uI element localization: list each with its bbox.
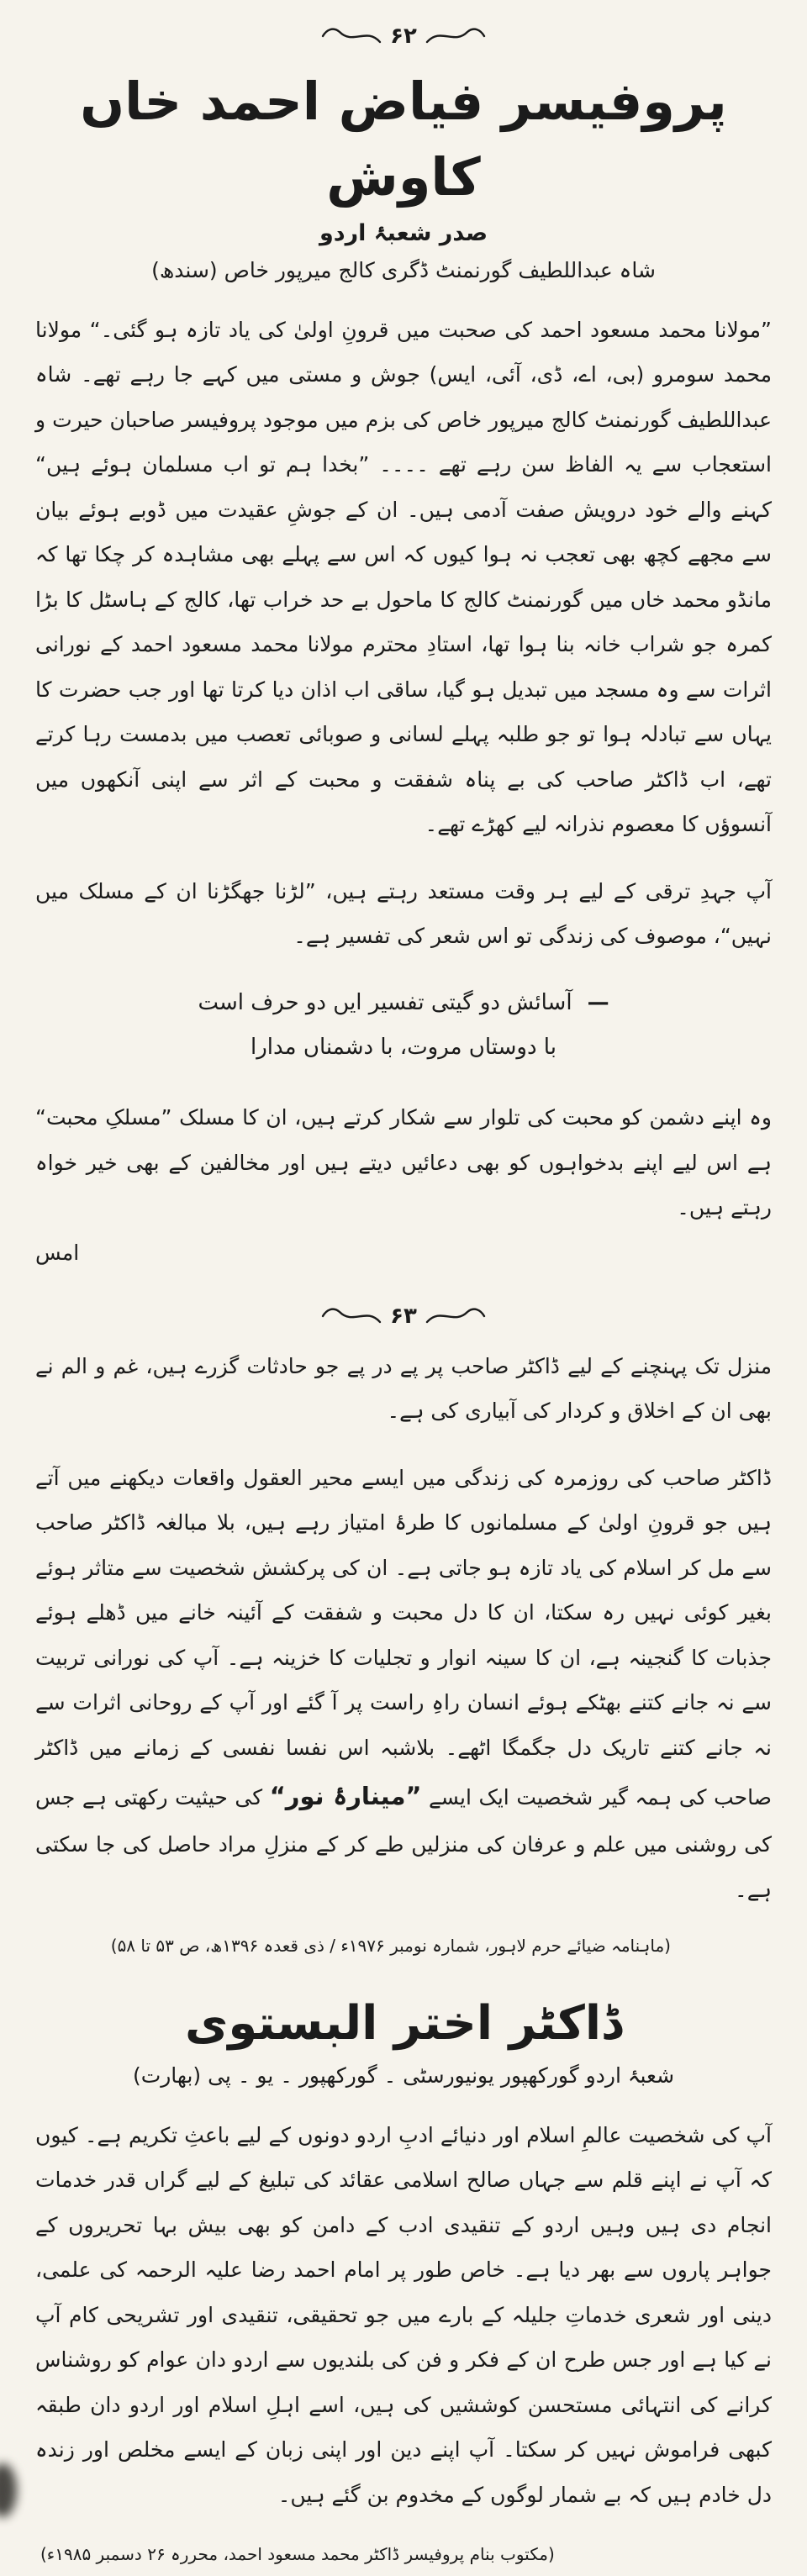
- ornament-flourish-left: [321, 25, 382, 47]
- page-number: ۶۲: [390, 24, 417, 49]
- scan-smudge: [0, 2463, 17, 2517]
- catchword: امس: [35, 1240, 80, 1265]
- ornament-flourish-left: [321, 1305, 382, 1327]
- article-title-kawish: پروفیسر فیاض احمد خاں کاوش: [80, 71, 727, 208]
- verse-line-text: آسائش دو گیتی تفسیر ایں دو حرف است: [198, 989, 572, 1015]
- ornament-flourish-right: [425, 1305, 486, 1327]
- paragraph-text-before: ڈاکٹر صاحب کی روزمرہ کی زندگی میں ایسے محیر العقول واقعات دیکھنے میں آتے ہیں جو قرونِ اولیٰ کے مسلمانوں کا طرۂ امتیاز رہے ہیں، بلا مبالغہ ڈاکٹر صاحب سے مل کر اسلام کی یاد تازہ ہو جاتی ہے۔ ان کی پرکشش شخصیت سے متاثر ہوئے بغیر کوئی نہیں رہ سکتا، ان کا دل محبت و شفقت کے آئینہ خانے میں ڈھلے ہوئے جذبات کا گنجینہ ہے، ان کا سینہ انوار و تجلیات کا خزینہ ہے۔ آپ کی نورانی تربیت سے نہ جانے کتنے بھٹکے ہوئے انسان راہِ راست پر آ گئے اور آپ کے روحانی اثرات سے نہ جانے کتنے تاریک دل جگمگا اٹھے۔ بلاشبہ اس نفسا نفسی کے زمانے میں ڈاکٹر صاحب کی ہمہ گیر شخصیت ایک ایسے: [35, 1465, 772, 1810]
- citation-magazine: (ماہنامہ ضیائے حرم لاہور، شمارہ نومبر ۱۹۷۶ء / ذی قعدہ ۱۳۹۶ھ، ص ۵۳ تا ۵۸): [110, 1936, 671, 1957]
- paragraph-text-after: کی حیثیت رکھتی ہے جس کی روشنی میں علم و عرفان کی منزلیں طے کر کے منزلِ مراد حاصل کی جا سکتی ہے۔: [35, 1785, 772, 1902]
- citation-letter: (مکتوب بنام پروفیسر ڈاکٹر محمد مسعود احمد، محررہ ۲۶ دسمبر ۱۹۸۵ء): [40, 2544, 555, 2565]
- article-affiliation: شعبۂ اردو گورکھپور یونیورسٹی ۔ گورکھپور ۔ یو ۔ پی (بھارت): [132, 2062, 675, 2088]
- body-paragraph: آپ کی شخصیت عالمِ اسلام اور دنیائے ادبِ اردو دونوں کے لیے باعثِ تکریم ہے۔ کیوں کہ آپ نے اپنے قلم سے جہاں صالح اسلامی عقائد کی تبلیغ کے لیے گراں قدر خدمات انجام دی ہیں وہیں اردو کے تنقیدی ادب کے دامن کو بھی بیش بہا تحریروں کے جواہر پاروں سے بھر دیا ہے۔ خاص طور پر امام احمد رضا علیہ الرحمہ کی علمی، دینی اور شعری خدماتِ جلیلہ کے بارے میں جو تحقیقی، تنقیدی اور تشریحی کام آپ نے کیا ہے اور جس طرح ان کے فکر و فن کی بلندیوں سے اردو دان عوام کو روشناس کرانے کی انتہائی مستحسن کوششیں کی ہیں، اسے اہلِ اسلام اور اردو دان طبقہ کبھی فراموش نہیں کر سکتا۔ آپ اپنے دین اور اپنی زبان کے ایسے مخلص اور زندہ دل خادم ہیں کہ بے شمار لوگوں کے مخدوم بن گئے ہیں۔: [35, 2122, 772, 2507]
- page-number: ۶۳: [390, 1303, 417, 1329]
- ornament-flourish-right: [425, 25, 486, 47]
- verse-mark: —: [587, 989, 609, 1015]
- article-subtitle: صدر شعبۂ اردو: [319, 219, 488, 246]
- body-paragraph: [35, 1456, 772, 1913]
- body-paragraph: ”مولانا محمد مسعود احمد کی صحبت میں قرونِ اولیٰ کی یاد تازہ ہو گئی۔“ مولانا محمد سومرو (بی، اے، ڈی، آئی، ایس) جوش و مستی میں کہے جا رہے تھے۔ شاہ عبداللطیف گورنمنٹ کالج میرپور خاص کی بزم میں موجود پروفیسر صاحبان حیرت و استعجاب سے یہ الفاظ سن رہے تھے ۔۔۔۔ ”بخدا ہم تو اب مسلمان ہوئے ہیں“ کہنے والے خود درویش صفت آدمی ہیں۔ ان کے جوشِ عقیدت میں ڈوبے ہوئے بیان سے مجھے کچھ بھی تعجب نہ ہوا کیوں کہ اس سے پہلے بھی مشاہدہ کر چکا تھا کہ مانڈو محمد خاں میں گورنمنٹ کالج کا ماحول بے حد خراب تھا، کالج کے ہاسٹل کا بڑا کمرہ جو شراب خانہ بنا ہوا تھا، استادِ محترم مولانا محمد مسعود احمد کے نورانی اثرات سے وہ مسجد میں تبدیل ہو گیا، ساقی اب اذان دیا کرتا تھا اور جب حضرت کا یہاں سے تبادلہ ہوا تو جو طلبہ پہلے لسانی و صوبائی تعصب میں بدمست رہا کرتے تھے، اب ڈاکٹر صاحب کی بے پناہ شفقت و محبت کے اثر سے اپنی آنکھوں میں آنسوؤں کا معصوم نذرانہ لیے کھڑے تھے۔: [35, 317, 773, 837]
- body-paragraph: آپ جہدِ ترقی کے لیے ہر وقت مستعد رہتے ہیں، ”لڑنا جھگڑنا ان کے مسلک میں نہیں“، موصوف کی زندگی تو اس شعر کی تفسیر ہے۔: [35, 878, 772, 949]
- article-affiliation: شاہ عبداللطیف گورنمنٹ ڈگری کالج میرپور خاص (سندھ): [151, 257, 656, 282]
- paragraph-highlight: ”مینارۂ نور“: [269, 1782, 422, 1811]
- verse-block: [35, 981, 772, 1071]
- article-title-akhtar: ڈاکٹر اختر البستوی: [185, 1996, 622, 2052]
- body-paragraph: منزل تک پہنچنے کے لیے ڈاکٹر صاحب پر پے در پے جو حادثات گزرے ہیں، غم و الم نے بھی ان کے اخلاق و کردار کی آبیاری کی ہے۔: [35, 1353, 772, 1424]
- body-paragraph: وہ اپنے دشمن کو محبت کی تلوار سے شکار کرتے ہیں، ان کا مسلک ”مسلکِ محبت“ ہے اس لیے اپنے بدخواہوں کو بھی دعائیں دیتے ہیں اور مخالفین کے بھی خیر خواہ رہتے ہیں۔: [35, 1105, 772, 1220]
- page-ornament-top: [35, 24, 772, 49]
- verse-line: [35, 981, 772, 1025]
- page-ornament-mid: [35, 1304, 772, 1329]
- verse-line: با دوستاں مروت، با دشمناں مدارا: [251, 1035, 556, 1061]
